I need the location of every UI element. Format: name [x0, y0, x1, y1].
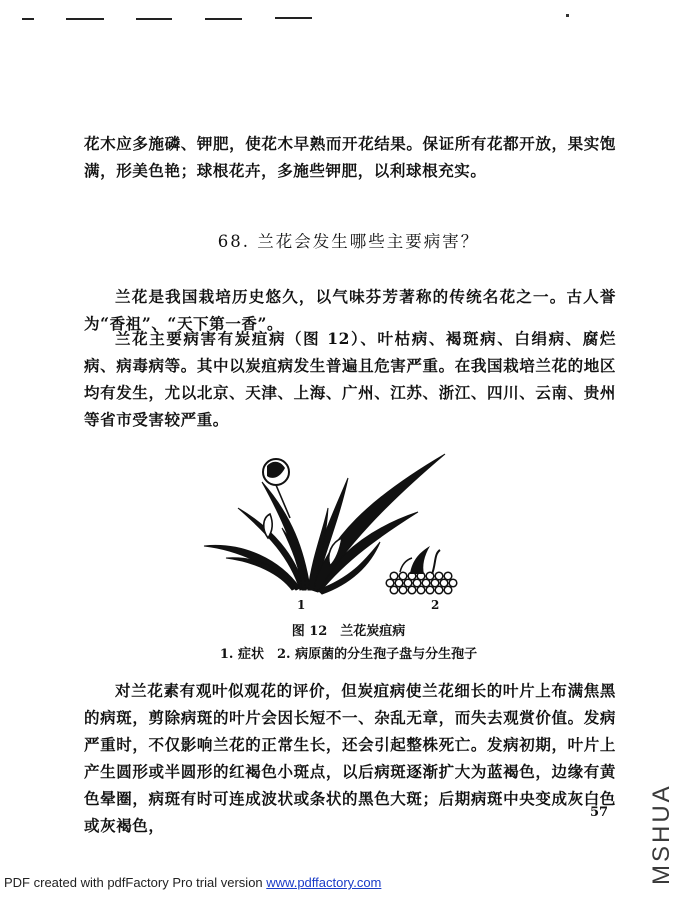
header-rule-3 — [136, 18, 172, 20]
pdf-footer — [4, 875, 381, 890]
header-rule-2 — [66, 18, 104, 20]
paragraph-1: 花木应多施磷、钾肥，使花木早熟而开花结果。保证所有花都开放，果实饱满，形美色艳；球根花卉，多施些钾肥，以利球根充实。 — [84, 134, 616, 180]
header-mark — [566, 14, 569, 17]
figure-caption-title: 图 12 兰花炭疽病 — [291, 624, 406, 639]
paragraph-2: 兰花是我国栽培历史悠久，以气味芬芳著称的传统名花之一。古人誉为“香祖”、“天下第一香”。 — [84, 287, 616, 333]
header-rule-5 — [275, 17, 312, 19]
paragraph-3: 兰花主要病害有炭疽病（图 12）、叶枯病、褐斑病、白绢病、腐烂病、病毒病等。其中以炭疽病发生普遍且危害严重。在我国栽培兰花的地区均有发生，尤以北京、天津、上海、广州、江苏、浙江、四川、云南、贵州等省市受害较严重。 — [84, 329, 616, 429]
footer-link[interactable]: www.pdffactory.com — [266, 875, 382, 890]
figure-caption-subtitle: 1. 症状 2. 病原菌的分生孢子盘与分生孢子 — [219, 647, 478, 662]
page-number: 57 — [590, 805, 609, 820]
header-rule-4 — [205, 18, 242, 20]
section-heading: 68. 兰花会发生哪些主要病害？ — [217, 232, 480, 251]
figure-label-1: 1 — [297, 598, 306, 612]
orchid-illustration — [200, 438, 490, 613]
watermark: MSHUA — [648, 783, 675, 885]
footer-text: PDF created with pdfFactory Pro trial version — [4, 875, 267, 890]
figure-label-2: 2 — [431, 598, 440, 612]
paragraph-4: 对兰花素有观叶似观花的评价，但炭疽病使兰花细长的叶片上布满焦黑的病斑，剪除病斑的叶片会因长短不一、杂乱无章，而失去观赏价值。发病严重时，不仅影响兰花的正常生长，还会引起整株死亡。发病初期，叶片上产生圆形或半圆形的红褐色小斑点，以后病斑逐渐扩大为蓝褐色，边缘有黄色晕圈，病斑有时可连成波状或条状的黑色大斑；后期病斑中央变成灰白色或灰褐色， — [84, 681, 616, 835]
orchid-figure — [200, 438, 490, 613]
header-rule-1 — [22, 18, 34, 20]
